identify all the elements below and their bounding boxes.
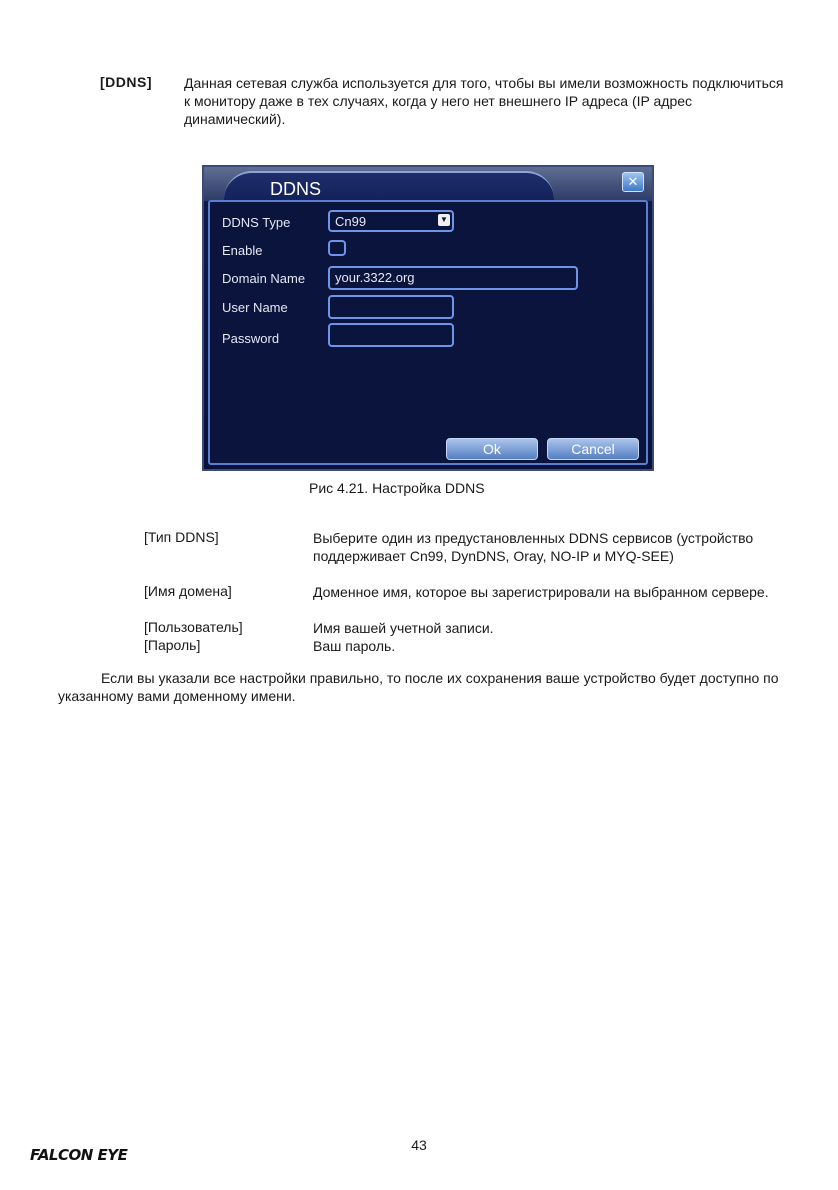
domain-name-value: your.3322.org xyxy=(335,270,415,285)
ddns-type-select[interactable] xyxy=(328,210,454,232)
definition-desc-domain: Доменное имя, которое вы зарегистрировали на выбранном сервере. xyxy=(313,584,769,600)
password-label: Password xyxy=(222,331,280,346)
dialog-title-bar xyxy=(204,167,652,201)
definition-desc-type: Выберите один из предустановленных DDNS сервисов (устройство поддерживает Cn99, DynDNS, Oray, NO-IP и MYQ-SEE) xyxy=(313,530,754,564)
dialog-title: DDNS xyxy=(270,179,322,199)
definition-term-user: [Пользователь] xyxy=(144,619,243,635)
ok-button[interactable]: Ok xyxy=(446,438,538,460)
close-icon[interactable]: ✕ xyxy=(622,172,644,192)
brand-logo: FALCON EYE xyxy=(30,1146,128,1164)
password-field[interactable] xyxy=(328,323,454,347)
ddns-dialog-screenshot xyxy=(202,165,654,471)
domain-name-label: Domain Name xyxy=(222,271,306,286)
definition-term-type: [Тип DDNS] xyxy=(144,529,219,545)
page-number: 43 xyxy=(411,1137,427,1153)
definition-desc-user: Имя вашей учетной записи. xyxy=(313,620,494,636)
ddns-type-label: DDNS Type xyxy=(222,215,291,230)
chevron-down-icon: ▼ xyxy=(438,214,450,226)
intro-text: Данная сетевая служба используется для того, чтобы вы имели возможность подключиться к монитору даже в тех случаях, когда у него нет внешнего IP адреса (IP адрес динамический). xyxy=(184,75,784,127)
definition-term-password: [Пароль] xyxy=(144,637,201,653)
ddns-type-value: Cn99 xyxy=(335,214,367,229)
dialog-body xyxy=(208,200,648,465)
user-name-field[interactable] xyxy=(328,295,454,319)
definition-desc-password: Ваш пароль. xyxy=(313,638,396,654)
enable-checkbox[interactable] xyxy=(328,240,346,256)
definition-term-domain: [Имя домена] xyxy=(144,583,232,599)
dialog-title-tab xyxy=(224,171,554,203)
domain-name-field[interactable] xyxy=(328,266,578,290)
closing-paragraph: Если вы указали все настройки правильно, то после их сохранения ваше устройство будет доступно по указанному вами доменному имени. xyxy=(58,670,779,704)
intro-tag: [DDNS] xyxy=(100,74,152,90)
figure-caption: Рис 4.21. Настройка DDNS xyxy=(309,480,485,496)
enable-label: Enable xyxy=(222,243,263,258)
cancel-button[interactable]: Cancel xyxy=(547,438,639,460)
user-name-label: User Name xyxy=(222,300,288,315)
